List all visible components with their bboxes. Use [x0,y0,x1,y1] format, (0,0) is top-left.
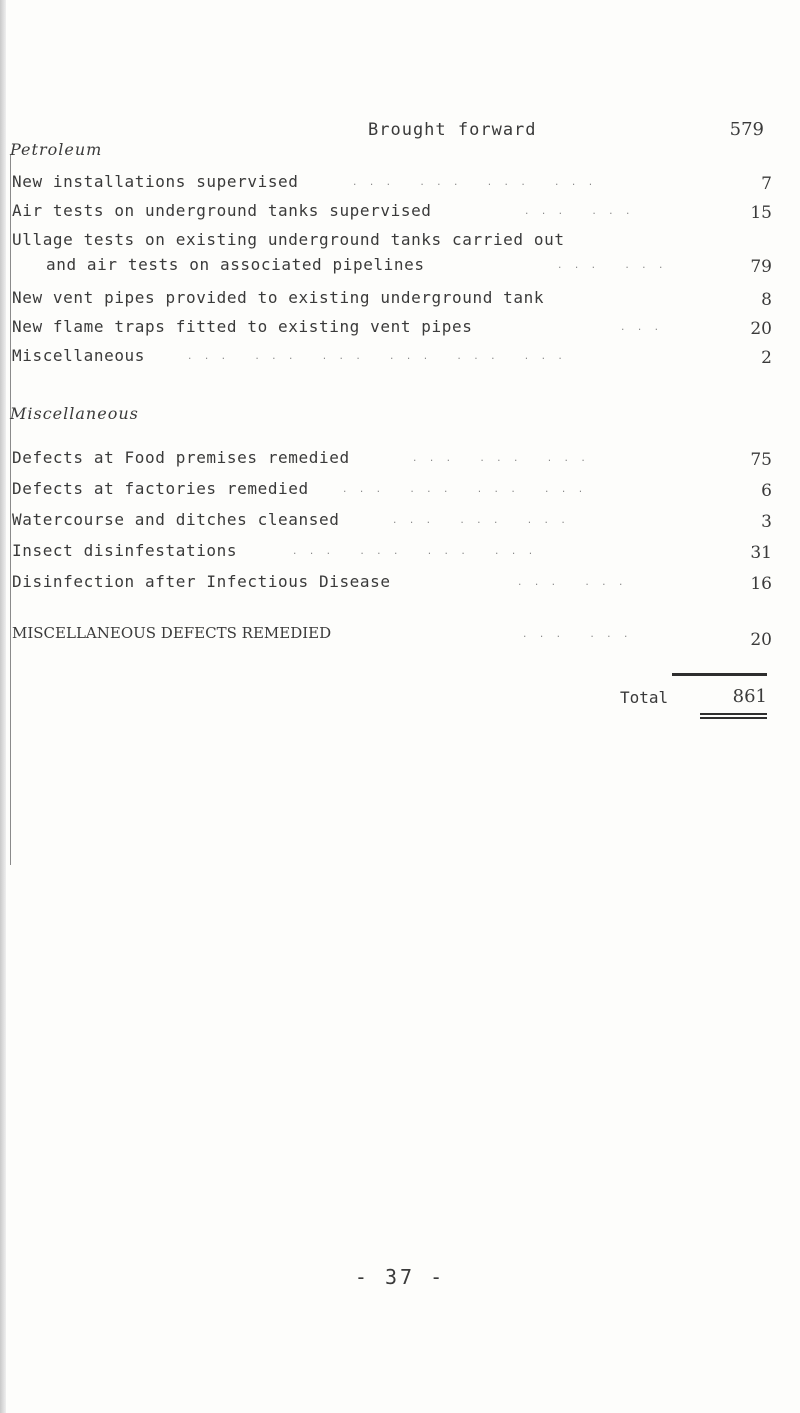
row-label: Defects at Food premises remedied [12,448,350,467]
leader-dots: . . . . . . . . . [392,516,569,526]
row-value: 2 [761,348,772,368]
row-value: 79 [750,257,772,277]
list-item [12,172,772,196]
list-item [12,346,772,370]
leader-dots: . . . . . . [557,261,667,271]
leader-dots: . . . . . . . . . . . . [292,547,537,557]
row-label-continuation: and air tests on associated pipelines [46,255,425,274]
total-value: 861 [732,686,767,707]
row-label: New flame traps fitted to existing vent pipes [12,317,473,336]
list-item [12,541,772,565]
row-value: 7 [761,174,772,194]
row-label: Miscellaneous [12,346,146,365]
list-item [12,288,772,312]
row-value: 8 [761,290,772,310]
list-item [12,572,772,596]
margin-line [10,155,11,865]
row-label: New vent pipes provided to existing underground tank [12,288,545,307]
row-label: New installations supervised [12,172,299,191]
brought-forward-value: 579 [729,119,764,140]
row-label: Watercourse and ditches cleansed [12,510,340,529]
row-value: 3 [761,512,772,532]
leader-dots: . . . . . . . . . . . . [352,178,597,188]
leader-dots: . . . . . . . . . . . . . . . . . . [187,352,566,362]
row-value: 16 [750,574,772,594]
row-value: 31 [750,543,772,563]
brought-forward-label: Brought forward [368,120,537,140]
leader-dots: . . . . . . [524,207,634,217]
row-value: 20 [750,630,772,650]
list-item [12,624,772,648]
page-number: - 37 - [354,1265,446,1289]
petroleum-heading: Petroleum [10,140,103,159]
leader-dots: . . . . . . [517,578,627,588]
leader-dots: . . . . . . . . . . . . [342,485,587,495]
row-value: 6 [761,481,772,501]
double-rule-top [700,713,767,715]
row-value: 20 [750,319,772,339]
list-item [12,317,772,341]
list-item [12,230,772,284]
total-rule [672,673,767,676]
leader-dots: . . . [620,323,663,333]
row-label: MISCELLANEOUS DEFECTS REMEDIED [12,624,332,642]
binding-edge [0,0,6,1413]
list-item [12,510,772,534]
row-label: Ullage tests on existing underground tanks carried out [12,230,565,249]
row-label: Insect disinfestations [12,541,238,560]
leader-dots: . . . . . . [522,630,632,640]
row-label: Air tests on underground tanks supervised [12,201,432,220]
list-item [12,201,772,225]
row-label: Defects at factories remedied [12,479,309,498]
row-label: Disinfection after Infectious Disease [12,572,391,591]
row-value: 75 [750,450,772,470]
list-item [12,479,772,503]
list-item [12,448,772,472]
miscellaneous-heading: Miscellaneous [10,404,139,423]
row-value: 15 [750,203,772,223]
leader-dots: . . . . . . . . . [412,454,589,464]
total-label: Total [620,688,669,707]
double-rule-bottom [700,717,767,719]
